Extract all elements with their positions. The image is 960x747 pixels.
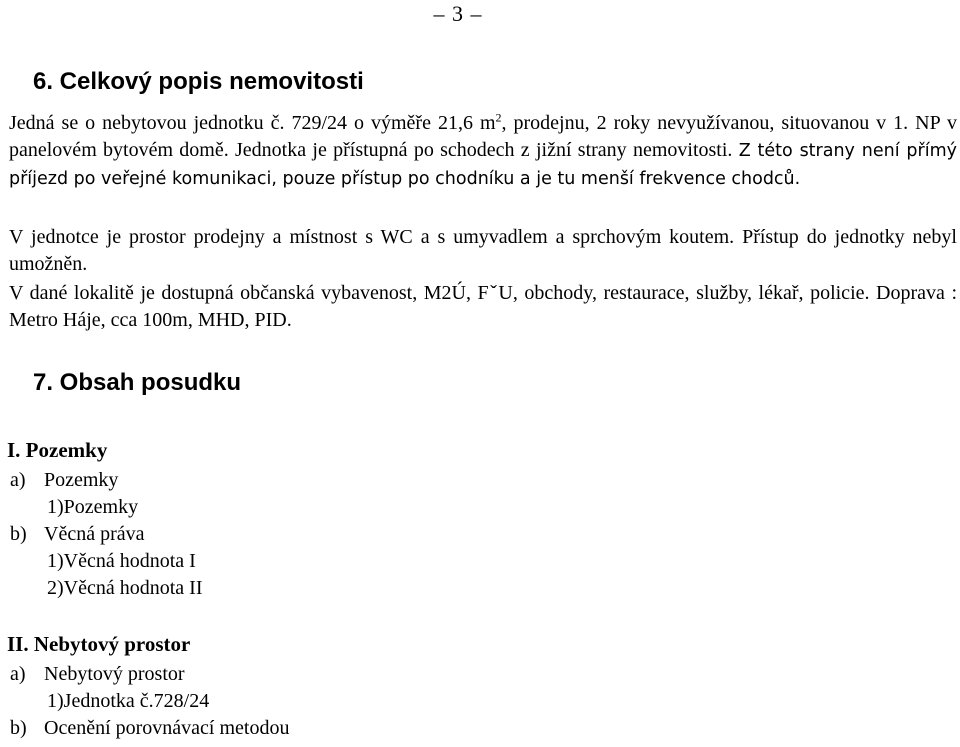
nebytovy-prostor-outline: [10, 661, 289, 742]
list-subitem: 1)Pozemky: [47, 496, 139, 518]
subheading-pozemky: I. Pozemky: [7, 438, 108, 462]
list-subitem: 1)Věcná hodnota I: [47, 550, 196, 572]
section-title-celkovy-popis: 6. Celkový popis nemovitosti: [33, 68, 364, 95]
description-paragraph-1: [9, 110, 957, 193]
item-label: Pozemky: [44, 469, 119, 491]
pozemky-outline: [10, 467, 203, 602]
page-number: – 3 –: [433, 1, 483, 26]
list-item: [10, 661, 289, 688]
item-marker: a): [10, 663, 26, 685]
list-subitem: 2)Věcná hodnota II: [47, 577, 203, 599]
item-marker: b): [10, 523, 27, 545]
section-title-obsah-posudku: 7. Obsah posudku: [33, 369, 242, 396]
list-item: [10, 521, 203, 548]
item-label: Věcná práva: [44, 523, 145, 545]
item-marker: a): [10, 469, 26, 491]
subheading-nebytovy-prostor: II. Nebytový prostor: [7, 632, 191, 656]
list-item: [10, 715, 289, 742]
description-paragraph-3: V dané lokalitě je dostupná občanská vybavenost, M2Ú, FˇU, obchody, restaurace, služby, lékař, policie. Doprava : Metro Háje, cca 100m, MHD, PID.: [9, 282, 957, 331]
description-text-access: Z této strany není přímý příjezd po veřejné komunikaci, pouze přístup po chodníku a je tu menší frekvence chodců.: [9, 141, 957, 189]
description-text-middle: , prodejnu, 2 roky nevyužívanou, situovanou v 1. NP v panelovém bytovém domě. Jednotka je přístupná po schodech z jižní strany nemovitosti.: [9, 112, 957, 161]
description-paragraph-2: V jednotce je prostor prodejny a místnost s WC a s umyvadlem a sprchovým koutem. Přístup do jednotky nebyl umožněn.: [9, 226, 957, 275]
list-subitem: 1)Jednotka č.728/24: [47, 690, 210, 712]
list-item: [10, 467, 203, 494]
item-label: Nebytový prostor: [44, 663, 185, 685]
item-label: Ocenění porovnávací metodou: [44, 717, 290, 739]
item-marker: b): [10, 717, 27, 739]
description-text-start: Jedná se o nebytovou jednotku č. 729/24 o výměře 21,6 m: [9, 112, 496, 134]
area-unit-superscript: 2: [495, 110, 502, 125]
